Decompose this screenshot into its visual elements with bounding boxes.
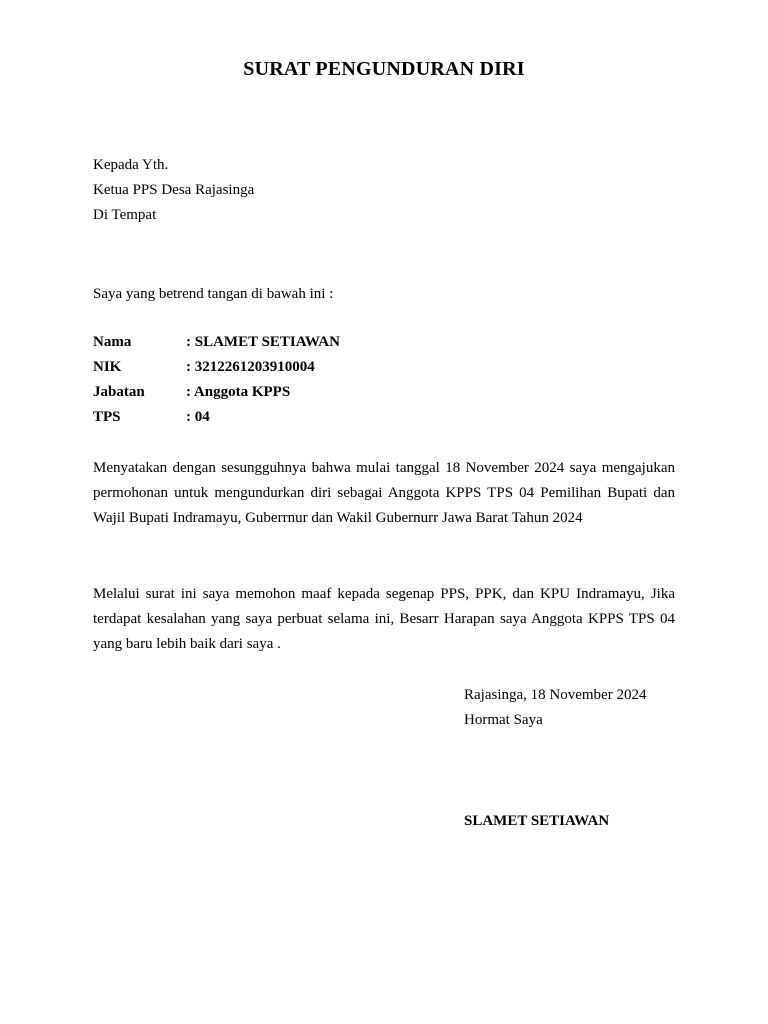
identity-value-tps: : 04 xyxy=(186,409,210,425)
identity-value-jabatan: : Anggota KPPS xyxy=(186,384,291,400)
identity-row-nik xyxy=(93,355,675,380)
salutation: Hormat Saya xyxy=(464,712,543,728)
closing-block xyxy=(464,683,646,733)
identity-label-nama: Nama xyxy=(93,334,132,350)
identity-label-jabatan: Jabatan xyxy=(93,384,145,400)
identity-label-tps: TPS xyxy=(93,409,121,425)
place-date: Rajasinga, 18 November 2024 xyxy=(464,687,647,703)
identity-value-nama: : SLAMET SETIAWAN xyxy=(186,334,340,350)
signer-name: SLAMET SETIAWAN xyxy=(464,813,610,829)
identity-value-nik: : 3212261203910004 xyxy=(186,359,315,375)
addressee-block xyxy=(93,153,675,228)
identity-row-nama xyxy=(93,330,675,355)
document-title: SURAT PENGUNDURAN DIRI xyxy=(243,58,525,80)
identity-label-nik: NIK xyxy=(93,359,122,375)
identity-table xyxy=(93,330,675,430)
addressee-line-1: Kepada Yth. xyxy=(93,157,169,173)
apology-paragraph: Melalui surat ini saya memohon maaf kepada segenap PPS, PPK, dan KPU Indramayu, Jika terdapat kesalahan yang saya perbuat selama ini, Besarr Harapan saya Anggota KPPS TPS 04 yang baru lebih baik dari saya . xyxy=(93,586,675,652)
addressee-line-2: Ketua PPS Desa Rajasinga xyxy=(93,182,255,198)
addressee-line-3: Di Tempat xyxy=(93,207,157,223)
identity-row-tps xyxy=(93,405,675,430)
intro-text: Saya yang betrend tangan di bawah ini : xyxy=(93,286,334,302)
statement-paragraph: Menyatakan dengan sesungguhnya bahwa mulai tanggal 18 November 2024 saya mengajukan permohonan untuk mengundurkan diri sebagai Anggota KPPS TPS 04 Pemilihan Bupati dan Wajil Bupati Indramayu, Guberrnur dan Wakil Gubernurr Jawa Barat Tahun 2024 xyxy=(93,460,675,526)
identity-row-jabatan xyxy=(93,380,675,405)
